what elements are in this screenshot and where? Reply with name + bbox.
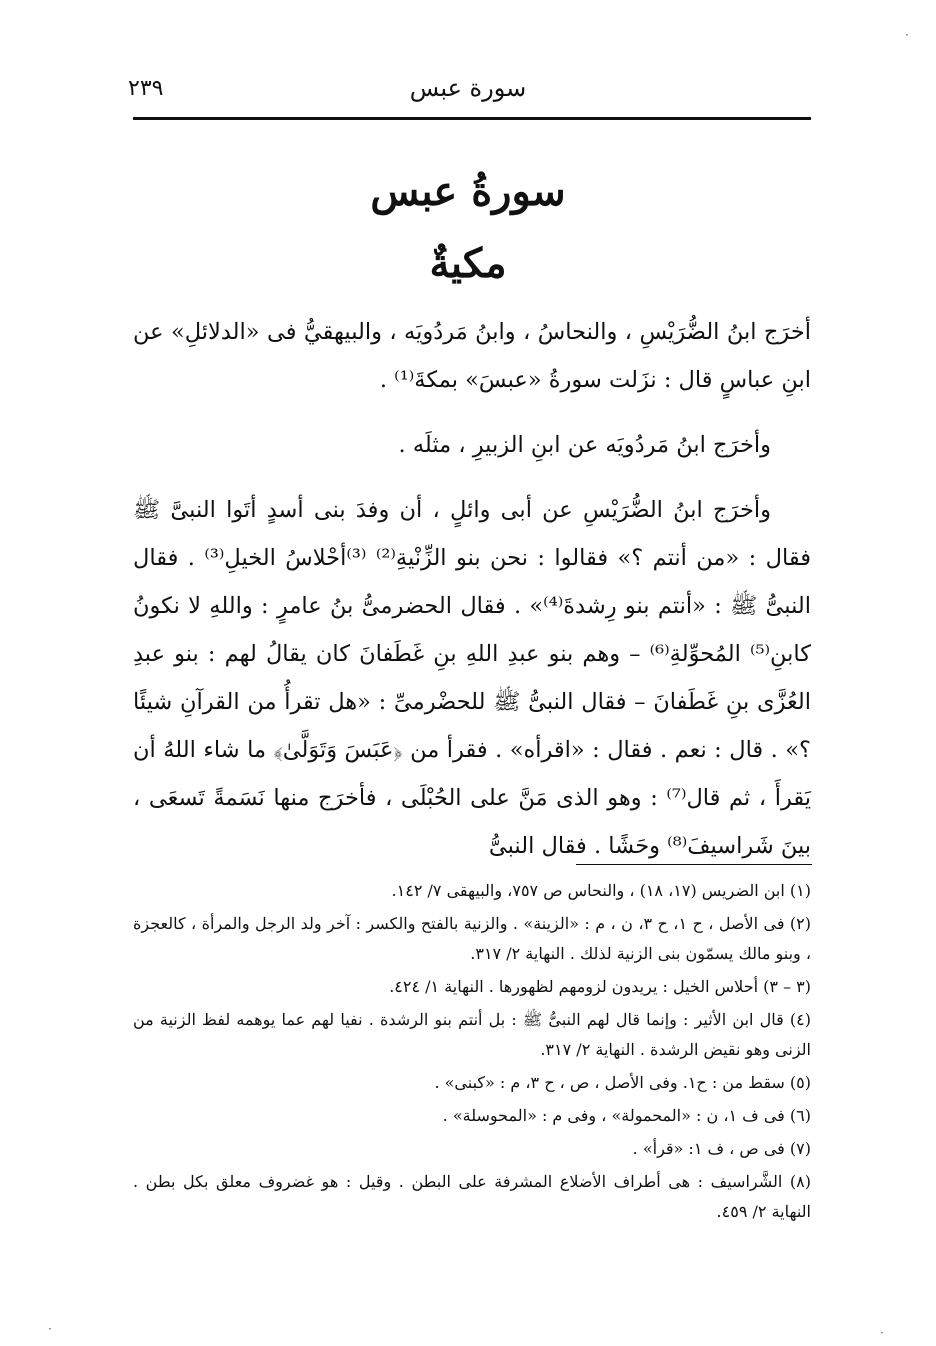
footnote: (٢) فى الأصل ، ح ١، ح ٣، ن ، م : «الزينة» . والزنية بالفتح والكسر : آخر ولد الرجل والمرأة ، كالعجزة ، وبنو مالك يسمّون بنى الزنية لذلك . النهاية ٢/ ٣١٧. (133, 914, 812, 963)
footnote: (٧) فى ص ، ف ١: «قرأ» . (632, 1139, 811, 1158)
scan-speck: · (880, 1326, 884, 1340)
paragraph: وأخرَج ابنُ مَردُويَه عن ابنِ الزبيرِ ، مثلَه . (398, 432, 771, 458)
page-number: ٢٣٩ (128, 76, 164, 101)
paragraph: وأخرَج ابنُ الضُّرَيْسِ عن أبى وائلٍ ، أن وفدَ بنى أسدٍ أتَوا النبىَّ ﷺ فقال : «من أنتم ؟» فقالوا : نحن بنو الزِّنْيةِ⁽²⁾ ⁽³⁾أحْلاسُ الخيلِ⁽³⁾ . فقال النبىُّ ﷺ : «أنتم بنو رِشدةَ⁽⁴⁾» . فقال الحضرمىُّ بنُ عامرٍ : واللهِ لا نكونُ كابنِ⁽⁵⁾ المُحوِّلةِ⁽⁶⁾ – وهم بنو عبدِ اللهِ بنِ غَطَفانَ كان يقالُ لهم : بنو عبدِ العُزَّى بنِ غَطَفانَ – فقال النبىُّ ﷺ للحضْرمىِّ : «هل تقرأُ من القرآنِ شيئًا ؟» . قال : نعم . فقال : «اقرأه» . فقرأ من ﴿عَبَسَ وَتَوَلَّىٰ﴾ ما شاء اللهُ أن يَقرأَ ، ثم قال⁽⁷⁾ : وهو الذى مَنَّ على الحُبْلَى ، فأخرَج منها نَسَمةً تَسعَى ، بينَ شَراسيفَ⁽⁸⁾ وحَشًا . فقال النبىُّ (133, 497, 811, 859)
scan-speck: · (48, 1322, 52, 1336)
footnote-rule (576, 864, 812, 865)
running-header-title: سورة عبس (409, 74, 527, 102)
body-text (133, 308, 811, 870)
scan-speck: · (905, 28, 909, 42)
footnote: (٨) الشَّراسيف : هى أطراف الأضلاع المشرفة على البطن . وقيل : هو غضروف معلق بكل بطن . النهاية ٢/ ٤٥٩. (133, 1172, 811, 1221)
footnote: (٤) قال ابن الأثير : وإنما قال لهم النبىُّ ﷺ : بل أنتم بنو الرشدة . نفيا لهم عما يوهمه لفظ الزنية من الزنى وهو نقيض الرشدة . النهاية ٢/ ٣١٧. (133, 1010, 811, 1059)
footnote: (٦) فى ف ١، ن : «المحمولة» ، وفى م : «المحوسلة» . (442, 1106, 811, 1125)
footnote: (١) ابن الضريس (١٧، ١٨) ، والنحاس ص ٧٥٧، والبيهقى ٧/ ١٤٢. (391, 881, 811, 900)
header-rule (133, 117, 811, 120)
footnote: (٥) سقط من : ح١. وفى الأصل ، ص ، ح ٣، م : «كبنى» . (434, 1073, 811, 1092)
footnote: (٣ – ٣) أحلاس الخيل : يريدون لزومهم لظهورها . النهاية ١/ ٤٢٤. (389, 977, 811, 996)
surah-title: سورةُ عبس (370, 168, 566, 215)
paragraph: أخرَج ابنُ الضُّرَيْسِ ، والنحاسُ ، وابنُ مَردُويَه ، والبيهقيُّ فى «الدلائلِ» عن ابنِ عباسٍ قال : نزَلت سورةُ «عبسَ» بمكةَ⁽¹⁾ . (133, 319, 811, 393)
footnotes (133, 876, 811, 1230)
surah-revelation-type: مكيةٌ (429, 240, 507, 287)
